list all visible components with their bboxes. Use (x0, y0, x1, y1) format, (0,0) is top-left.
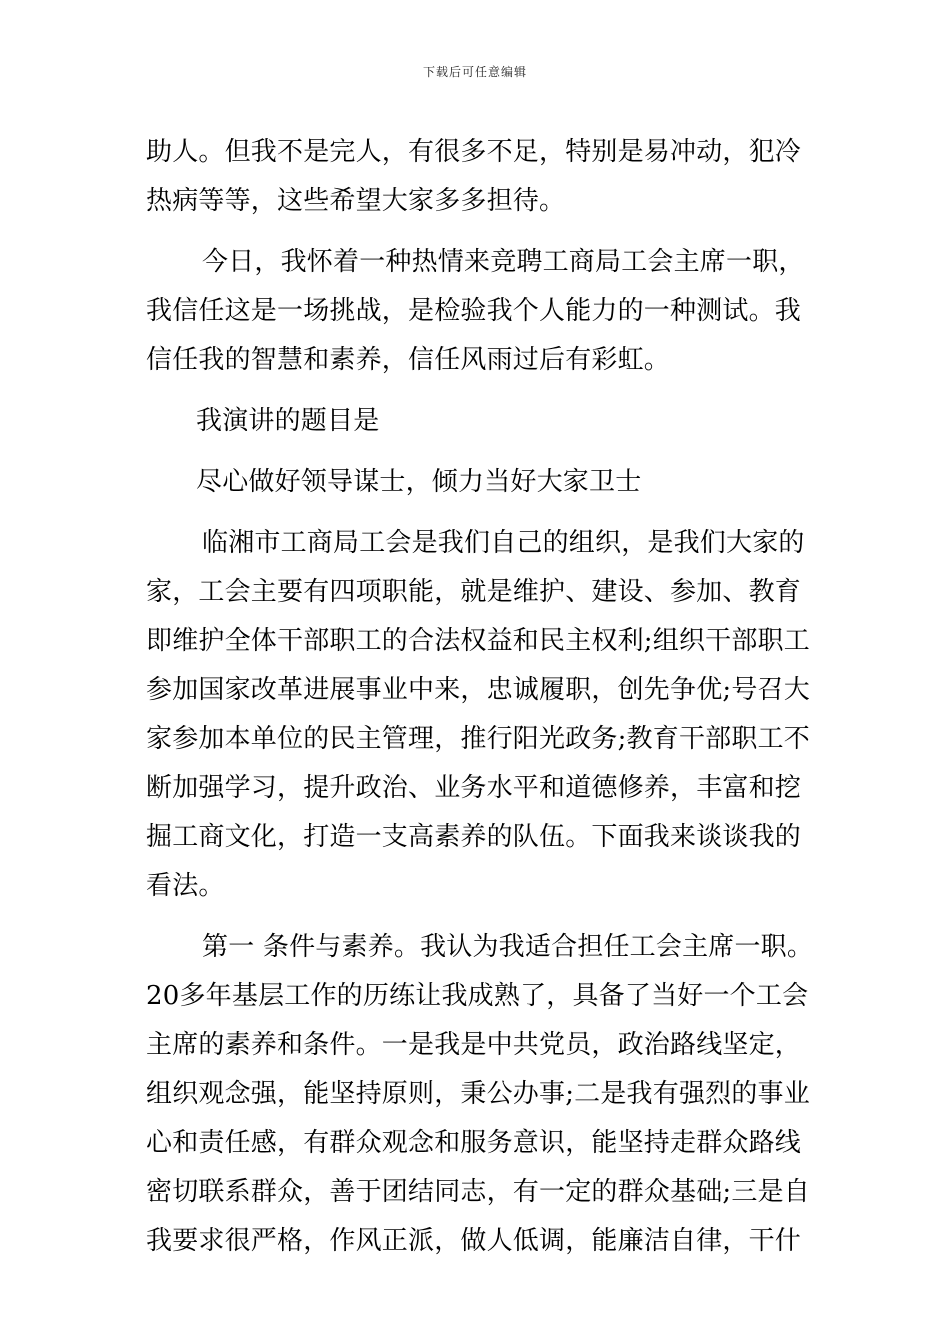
text-line: 即维护全体干部职工的合法权益和民主权利;组织干部职工 (146, 626, 810, 656)
text-line: 主席的素养和条件。一是我是中共党员，政治路线坚定， (146, 1030, 802, 1060)
text-line: 我信任这是一场挑战，是检验我个人能力的一种测试。我 (146, 296, 802, 326)
text-line: 信任我的智慧和素养，信任风雨过后有彩虹。 (146, 345, 671, 375)
text-line: 临湘市工商局工会是我们自己的组织，是我们大家的 (202, 528, 805, 558)
text-line: 第一 条件与素养。我认为我适合担任工会主席一职。 (202, 932, 814, 962)
document-body (146, 128, 814, 1266)
text-line: 掘工商文化，打造一支高素养的队伍。下面我来谈谈我的 (146, 822, 802, 852)
text-line: 密切联系群众，善于团结同志，有一定的群众基础;三是自 (146, 1177, 810, 1207)
text-line: 今日，我怀着一种热情来竞聘工商局工会主席一职， (202, 247, 805, 277)
text-line: 参加国家改革进展事业中来，忠诚履职，创先争优;号召大 (146, 675, 810, 705)
text-line: 家参加本单位的民主管理，推行阳光政务;教育干部职工不 (146, 724, 810, 754)
page-header: 下载后可任意编辑 (422, 65, 527, 79)
text-line: 20多年基层工作的历练让我成熟了，具备了当好一个工会 (146, 981, 809, 1011)
text-line: 尽心做好领导谋士，倾力当好大家卫士 (196, 467, 642, 497)
text-line: 家，工会主要有四项职能，就是维护、建设、参加、教育 (146, 577, 802, 607)
text-line: 我演讲的题目是 (196, 406, 380, 436)
text-line: 助人。但我不是完人，有很多不足，特别是易冲动，犯冷 (146, 137, 802, 167)
text-line: 我要求很严格，作风正派，做人低调，能廉洁自律，干什 (146, 1226, 802, 1256)
text-line: 热病等等，这些希望大家多多担待。 (146, 186, 566, 216)
text-line: 心和责任感，有群众观念和服务意识，能坚持走群众路线 (146, 1128, 802, 1158)
text-line: 组织观念强，能坚持原则，秉公办事;二是我有强烈的事业 (146, 1079, 810, 1109)
text-line: 断加强学习，提升政治、业务水平和道德修养，丰富和挖 (146, 773, 802, 803)
text-line: 看法。 (146, 871, 225, 901)
